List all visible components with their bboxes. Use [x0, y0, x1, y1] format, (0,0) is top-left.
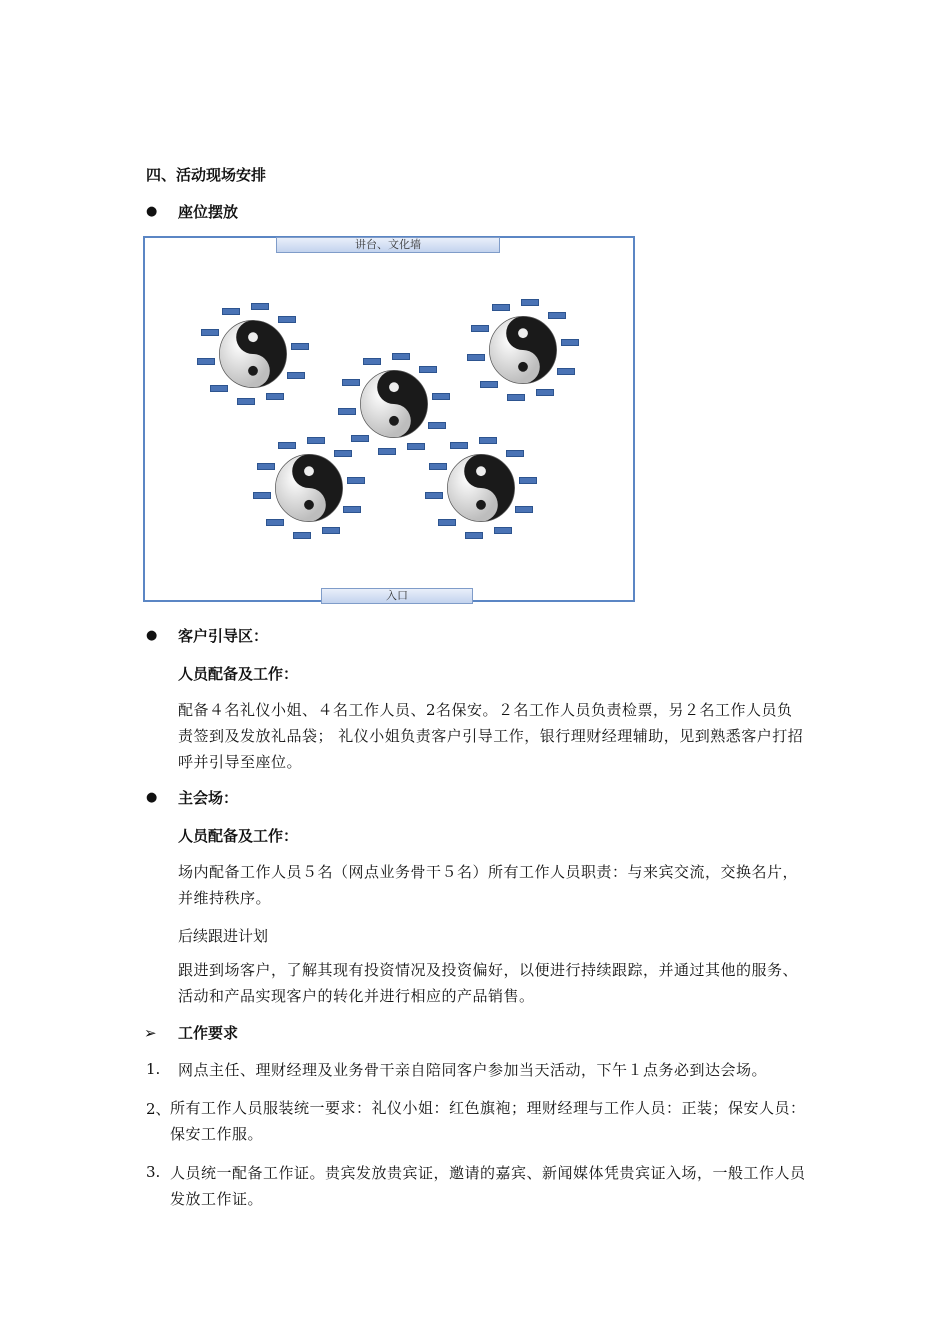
yin-yang-icon	[359, 369, 429, 439]
list-item-number: 1.	[146, 1060, 161, 1078]
seat	[492, 304, 510, 311]
seat	[251, 303, 269, 310]
seat	[519, 477, 537, 484]
seating-diagram	[143, 236, 635, 602]
seat	[351, 435, 369, 442]
list-item-number: 2、	[146, 1100, 171, 1118]
seat	[222, 308, 240, 315]
seat	[548, 312, 566, 319]
seat	[467, 354, 485, 361]
list-item: 网点主任、理财经理及业务骨干亲自陪同客户参加当天活动，下午１点务必到达会场。	[178, 1061, 768, 1079]
seat	[287, 372, 305, 379]
seat	[266, 519, 284, 526]
bullet-icon: ●	[146, 628, 158, 643]
seat	[465, 532, 483, 539]
seat	[342, 379, 360, 386]
main-venue-title: 主会场：	[178, 789, 239, 807]
entrance-label: 入口	[321, 588, 473, 604]
seat	[392, 353, 410, 360]
followup-title: 后续跟进计划	[178, 927, 269, 945]
guide-area-text: 配备４名礼仪小姐、４名工作人员、2名保安。２名工作人员负责检票，另２名工作人员负责签到及发放礼品袋； 礼仪小姐负责客户引导工作，银行理财经理辅助，见到熟悉客户打招呼并引导至座位。	[178, 701, 804, 771]
seat	[557, 368, 575, 375]
seat	[322, 527, 340, 534]
seat	[506, 450, 524, 457]
arrow-bullet-icon: ➢	[144, 1024, 157, 1042]
seat	[237, 398, 255, 405]
seat	[450, 442, 468, 449]
list-item: 人员统一配备工作证。贵宾发放贵宾证，邀请的嘉宾、新闻媒体凭贵宾证入场，一般工作人员发放工作证。	[170, 1164, 806, 1208]
yin-yang-icon	[218, 319, 288, 389]
seat	[425, 492, 443, 499]
seat	[257, 463, 275, 470]
seat	[378, 448, 396, 455]
seat	[432, 393, 450, 400]
seat	[338, 408, 356, 415]
seat	[521, 299, 539, 306]
list-item-number: 3.	[146, 1163, 161, 1181]
seat	[343, 506, 361, 513]
seat	[197, 358, 215, 365]
seat	[278, 316, 296, 323]
seat	[429, 463, 447, 470]
seat	[266, 393, 284, 400]
yin-yang-icon	[274, 453, 344, 523]
seat	[515, 506, 533, 513]
seat	[480, 381, 498, 388]
main-staff-heading: 人员配备及工作：	[178, 827, 299, 845]
seat	[293, 532, 311, 539]
seat	[278, 442, 296, 449]
stage-label: 讲台、文化墙	[276, 237, 500, 253]
seat	[494, 527, 512, 534]
seat	[210, 385, 228, 392]
guide-staff-heading: 人员配备及工作：	[178, 665, 299, 683]
seat	[347, 477, 365, 484]
bullet-icon: ●	[146, 204, 158, 219]
seat	[561, 339, 579, 346]
seat	[536, 389, 554, 396]
seat	[253, 492, 271, 499]
seat	[407, 443, 425, 450]
seat	[471, 325, 489, 332]
section-title: 四、活动现场安排	[146, 166, 267, 184]
yin-yang-icon	[488, 315, 558, 385]
seat	[201, 329, 219, 336]
seat	[419, 366, 437, 373]
seating-title: 座位摆放	[178, 203, 239, 221]
seat	[334, 450, 352, 457]
list-item: 所有工作人员服装统一要求：礼仪小姐：红色旗袍；理财经理与工作人员：正装；保安人员：保安工作服。	[170, 1099, 806, 1143]
requirements-title: 工作要求	[178, 1024, 239, 1042]
bullet-icon: ●	[146, 790, 158, 805]
seat	[438, 519, 456, 526]
followup-text: 跟进到场客户，了解其现有投资情况及投资偏好，以便进行持续跟踪，并通过其他的服务、活动和产品实现客户的转化并进行相应的产品销售。	[178, 961, 799, 1005]
seat	[363, 358, 381, 365]
seat	[291, 343, 309, 350]
seat	[479, 437, 497, 444]
seat	[307, 437, 325, 444]
seat	[428, 422, 446, 429]
guide-area-title: 客户引导区：	[178, 627, 269, 645]
main-venue-text: 场内配备工作人员５名（网点业务骨干５名）所有工作人员职责：与来宾交流，交换名片，并维持秩序。	[178, 863, 799, 907]
seat	[507, 394, 525, 401]
yin-yang-icon	[446, 453, 516, 523]
